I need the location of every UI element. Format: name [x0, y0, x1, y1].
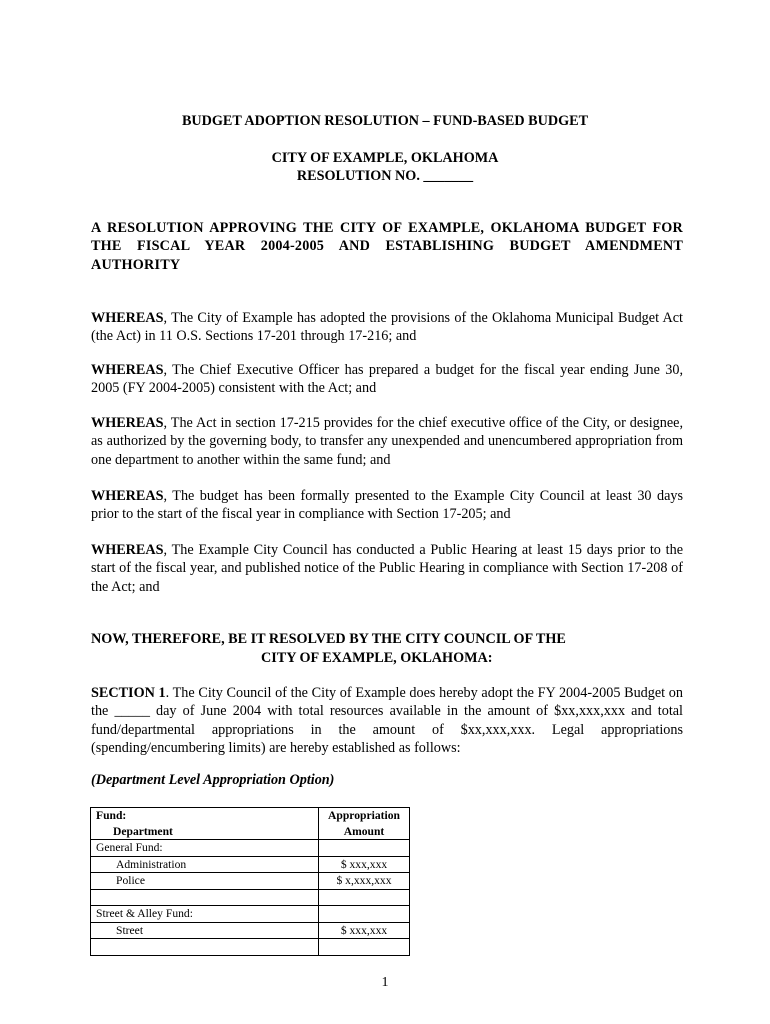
whereas-keyword: WHEREAS [91, 362, 164, 378]
fund-name: Street & Alley Fund: [91, 906, 319, 923]
resolution-number: RESOLUTION NO. _______ [296, 168, 474, 184]
whereas-clause-2 [91, 361, 683, 398]
resolved-line-1: NOW, THEREFORE, BE IT RESOLVED BY THE CITY COUNCIL OF THE [91, 631, 566, 647]
table-header-fund [91, 808, 319, 840]
whereas-text: , The Act in section 17-215 provides for the chief executive office of the City, or designee, as authorized by the governing body, to transfer any unexpended and unencumbered appropriation from one department to another within the same fund; and [91, 415, 683, 468]
table-row [91, 856, 410, 873]
department-header: Department [113, 824, 173, 838]
whereas-clause-4 [91, 487, 683, 524]
whereas-text: , The Chief Executive Officer has prepared a budget for the fiscal year ending June 30, 2005 (FY 2004-2005) consistent with the Act; and [91, 362, 683, 397]
section-label: SECTION 1 [91, 685, 166, 701]
section-1 [91, 684, 683, 758]
department-name: Police [116, 874, 145, 887]
whereas-text: , The budget has been formally presented to the Example City Council at least 30 days prior to the start of the fiscal year in compliance with Section 17-205; and [91, 488, 683, 523]
whereas-keyword: WHEREAS [91, 542, 164, 558]
appropriation-header: Appropriation [328, 809, 400, 822]
empty-cell [319, 889, 410, 906]
city-name: CITY OF EXAMPLE, OKLAHOMA [271, 150, 499, 166]
amount-cell [319, 906, 410, 923]
whereas-text: , The City of Example has adopted the provisions of the Oklahoma Municipal Budget Act (the Act) in 11 O.S. Sections 17-201 through 17-216; and [91, 310, 683, 345]
amount-cell [319, 840, 410, 857]
whereas-clause-5 [91, 541, 683, 596]
fund-name: General Fund: [91, 840, 319, 857]
table-row [91, 922, 410, 939]
department-cell [91, 856, 319, 873]
appropriation-table [90, 807, 410, 956]
whereas-keyword: WHEREAS [91, 415, 164, 431]
table-row [91, 889, 410, 906]
department-cell [91, 873, 319, 890]
department-name: Administration [116, 857, 187, 871]
section-text: . The City Council of the City of Example does hereby adopt the FY 2004-2005 Budget on the _____ day of June 2004 with total resources available in the amount of $xx,xxx,xxx and total fund/departmental appropriations in the amount of $xx,xxx,xxx. Legal appropriations (spending/encumbering limits) are hereby established as follows: [91, 685, 683, 757]
table-row [91, 808, 410, 840]
amount-header: Amount [343, 824, 385, 838]
department-name: Street [116, 923, 144, 937]
table-header-amount [319, 808, 410, 840]
empty-cell [91, 889, 319, 906]
resolved-line-2: CITY OF EXAMPLE, OKLAHOMA: [261, 650, 493, 666]
whereas-keyword: WHEREAS [91, 310, 164, 326]
whereas-keyword: WHEREAS [91, 488, 164, 504]
table-row [91, 906, 410, 923]
table-row [91, 873, 410, 890]
option-label: (Department Level Appropriation Option) [91, 772, 335, 788]
whereas-clause-3 [91, 414, 683, 469]
amount-cell: $ xxx,xxx [319, 922, 410, 939]
department-cell [91, 922, 319, 939]
fund-header: Fund: [96, 809, 127, 822]
page-number: 1 [381, 975, 389, 990]
table-row [91, 840, 410, 857]
whereas-text: , The Example City Council has conducted a Public Hearing at least 15 days prior to the start of the fiscal year, and published notice of the Public Hearing in compliance with Section 17-208 of the Act; and [91, 542, 683, 595]
empty-cell [319, 939, 410, 956]
resolution-title: A RESOLUTION APPROVING THE CITY OF EXAMPLE, OKLAHOMA BUDGET FOR THE FISCAL YEAR 2004-2005 AND ESTABLISHING BUDGET AMENDMENT AUTHORITY [91, 220, 683, 273]
amount-cell: $ x,xxx,xxx [319, 873, 410, 890]
empty-cell [91, 939, 319, 956]
table-row [91, 939, 410, 956]
whereas-clause-1 [91, 309, 683, 346]
document-title: BUDGET ADOPTION RESOLUTION – FUND-BASED BUDGET [181, 113, 589, 129]
amount-cell: $ xxx,xxx [319, 856, 410, 873]
